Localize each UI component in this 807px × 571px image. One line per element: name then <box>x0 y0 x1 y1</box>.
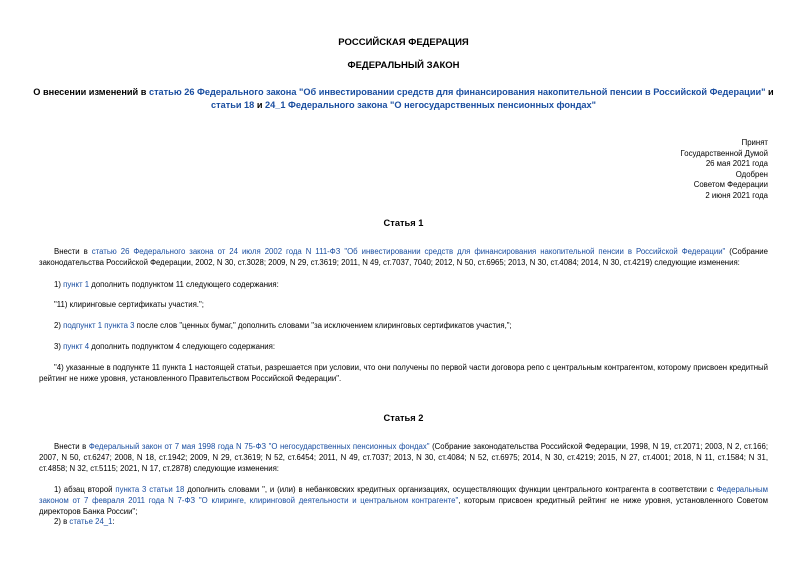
approval-line: Одобрен <box>735 169 768 179</box>
text: дополнить словами ", и (или) в небанковских кредитных организациях, осуществляющих функции центрального контрагента в соответствии с <box>184 485 717 494</box>
article-1-quote-1: "11) клиринговые сертификаты участия."; <box>54 300 204 309</box>
acceptance-line: Принят <box>741 138 768 147</box>
article-2-item-1-link-2[interactable]: Федеральным законом от 7 февраля 2011 года N 7-ФЗ "О клиринге, клиринговой деятельности и центральном контрагенте" <box>39 485 769 506</box>
article-2-intro <box>39 441 768 475</box>
article-2-heading: Статья 2 <box>383 413 424 423</box>
country-heading: РОССИЙСКАЯ ФЕДЕРАЦИЯ <box>338 37 469 48</box>
text: дополнить подпунктом 4 следующего содержания: <box>89 342 275 351</box>
text: : <box>112 517 115 526</box>
text: (Собрание законодательства Российской Федерации, 1998, N 19, ст.2071; 2003, N 2, ст.166; 2007, N 50, ст.6247; 2008, N 18, ст.1942; 2009, N 29, ст.3619; N 52, ст.6454; 2011, N 49, ст.7037; 2013, N 30, ст.4084; N 52, ст.6975; 2014, N 30, ст.4219; 2015, N 27, ст.4001; 2018, N 11, ст.1584; N 31, ст.4858; N 32, ст.5115; 2021, N 17, ст.2878) следующие изменения: <box>39 442 768 474</box>
item-2-link-subpoint[interactable]: подпункт 1 <box>63 321 103 330</box>
article-2-item-2 <box>39 516 768 527</box>
article-1-item-1 <box>39 279 768 290</box>
text: Внести в <box>54 442 89 451</box>
article-1-intro <box>39 246 768 268</box>
acceptance-line: Государственной Думой <box>680 148 768 158</box>
approval-date: 2 июня 2021 года <box>705 190 768 200</box>
text: 1) <box>54 280 64 289</box>
article-1-intro-link[interactable]: статью 26 Федерального закона от 24 июля 2002 года N 111-ФЗ "Об инвестировании средств для финансирования накопительной пенсии в Российской Федерации" <box>91 247 726 256</box>
article-1-heading: Статья 1 <box>383 218 424 228</box>
item-3-link[interactable]: пункт 4 <box>63 342 90 351</box>
text: после слов "ценных бумаг," дополнить словами "за исключением клиринговых сертификатов участия,"; <box>134 321 512 330</box>
text: 1) абзац второй <box>54 485 116 494</box>
article-1-item-3 <box>39 341 768 352</box>
text: Внести в <box>54 247 92 256</box>
article-2-item-2-link[interactable]: статье 24_1 <box>69 517 113 526</box>
text: 2) в <box>54 517 70 526</box>
approval-line: Советом Федерации <box>693 180 768 190</box>
law-title <box>30 86 777 112</box>
title-text-3: и <box>254 100 266 110</box>
title-link-article-18[interactable]: статьи 18 <box>210 100 255 110</box>
article-2-item-1 <box>39 484 768 518</box>
text: дополнить подпунктом 11 следующего содержания: <box>89 280 279 289</box>
article-1-quote-2: "4) указанные в подпункте 11 пункта 1 настоящей статьи, разрешается при условии, что они получены по первой части договора репо с центральным контрагентом, которому присвоен кредитный рейтинг не ниже уровня, установленного Правительством Российской Федерации". <box>39 363 768 384</box>
doc-type-heading: ФЕДЕРАЛЬНЫЙ ЗАКОН <box>347 60 460 71</box>
title-text-1: О внесении изменений в <box>33 87 149 97</box>
title-link-article-26[interactable]: статью 26 Федерального закона "Об инвестировании средств для финансирования накопительной пенсии в Российской Федерации" <box>148 87 766 97</box>
acceptance-date: 26 мая 2021 года <box>705 159 768 169</box>
article-1-item-2 <box>39 320 768 331</box>
article-2-item-1-link-1[interactable]: пункта 3 статьи 18 <box>115 485 185 494</box>
article-2-intro-link[interactable]: Федеральный закон от 7 мая 1998 года N 75-ФЗ "О негосударственных пенсионных фондах" <box>88 442 430 451</box>
title-text-2: и <box>765 87 774 97</box>
text: 3) <box>54 342 64 351</box>
text: 2) <box>54 321 64 330</box>
title-link-article-24-1[interactable]: 24_1 Федерального закона "О негосударственных пенсионных фондах" <box>265 100 597 110</box>
text: (Собрание законодательства Российской Федерации, 2002, N 30, ст.3028; 2009, N 29, ст.3619; 2011, N 49, ст.7037, 7040; 2012, N 50, ст.6965; 2013, N 30, ст.4084; 2014, N 30, ст.4219) следующие изменения: <box>39 247 768 268</box>
acceptance-block <box>681 138 768 202</box>
text: , которым присвоен кредитный рейтинг не ниже уровня, установленного Советом директоров Банка России"; <box>39 496 768 517</box>
item-1-link[interactable]: пункт 1 <box>63 280 90 289</box>
item-2-link-point[interactable]: пункта 3 <box>104 321 135 330</box>
